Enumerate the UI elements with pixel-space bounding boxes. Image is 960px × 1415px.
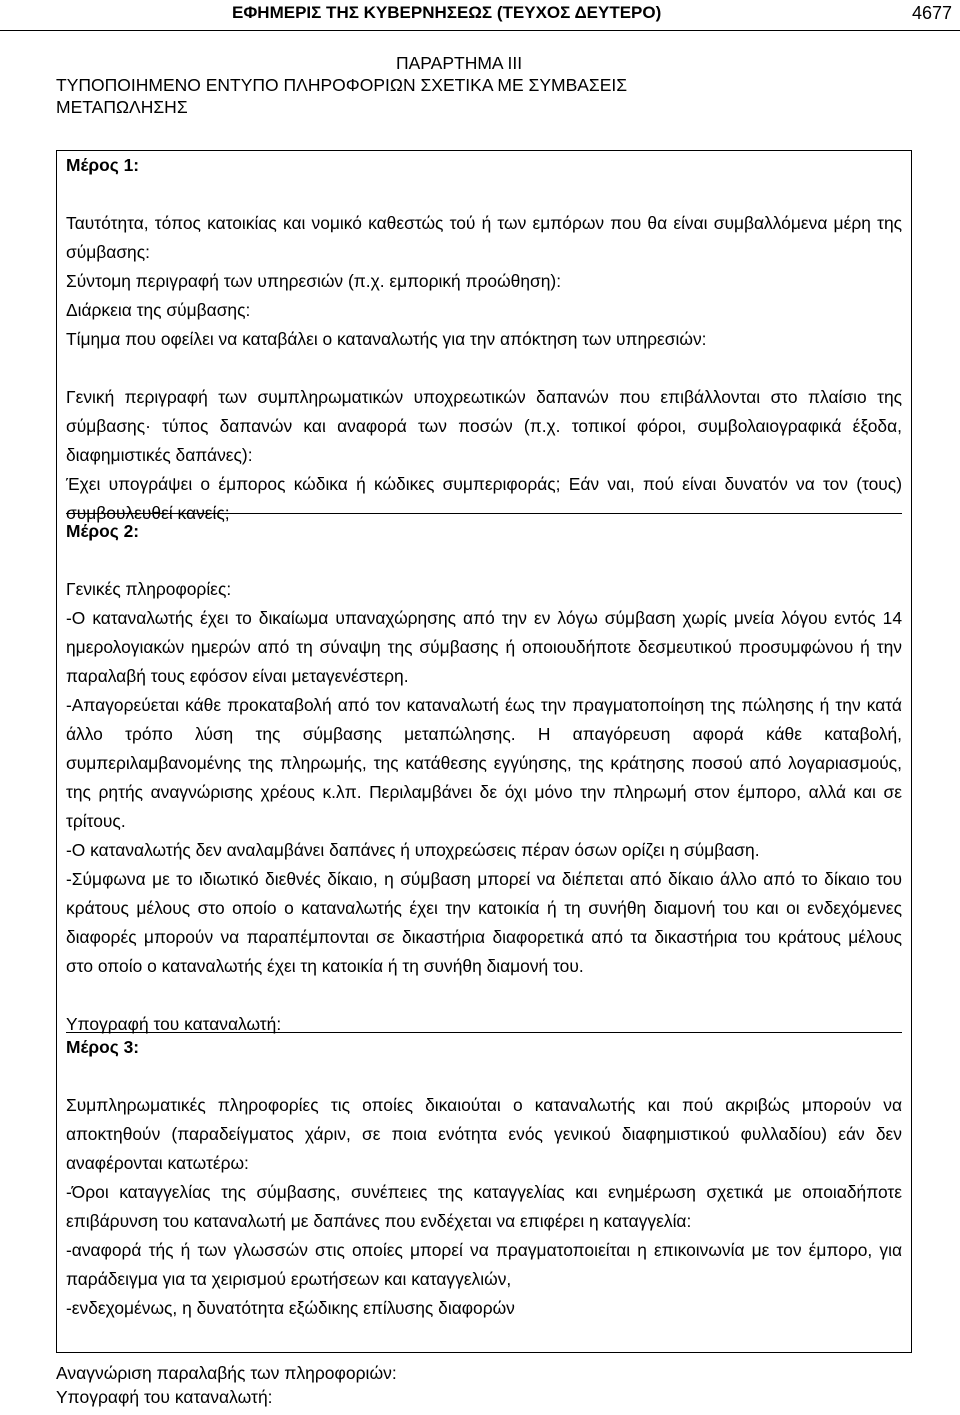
part-3: [66, 1032, 902, 1323]
part-1: [66, 151, 902, 528]
part-2-general-info: Γενικές πληροφορίες:: [66, 579, 232, 599]
part-3-languages: -αναφορά τής ή των γλωσσών στις οποίες μπορεί να πραγματοποιείται η επικοινωνία με τον έμπορο, για παράδειγμα για τα χειρισμού ερωτήσεων και καταγγελιών,: [66, 1240, 902, 1289]
part-2-title: Μέρος 2:: [66, 521, 140, 541]
part-1-title: Μέρος 1:: [66, 155, 140, 175]
part-1-identity: Ταυτότητα, τόπος κατοικίας και νομικό καθεστώς τού ή των εμπόρων που θα είναι συμβαλλόμενα μέρη της σύμβασης:: [66, 213, 902, 262]
part-1-costs: Γενική περιγραφή των συμπληρωματικών υποχρεωτικών δαπανών που επιβάλλονται στο πλαίσιο της σύμβασης· τύπος δαπανών και αναφορά των ποσών (π.χ. τοπικοί φόροι, συμβολαιογραφικά έξοδα, διαφημιστικές δαπάνες):: [66, 387, 902, 465]
part-3-title: Μέρος 3:: [66, 1037, 140, 1057]
annex-heading: [56, 52, 936, 118]
receipt-acknowledgement: [56, 1361, 936, 1409]
part-3-dispute-resolution: -ενδεχομένως, η δυνατότητα εξώδικης επίλυσης διαφορών: [66, 1298, 515, 1318]
page-number: 4677: [911, 3, 952, 23]
part-2-advance-payment: -Απαγορεύεται κάθε προκαταβολή από τον καταναλωτή έως την πραγματοποίηση της πώλησης ή την κατά άλλο τρόπο λύση της σύμβασης μεταπώλησης. Η απαγόρευση αφορά κάθε καταβολή, συμπεριλαμβανομένης της πληρωμής, της κατάθεσης εγγύησης, της κράτησης ποσού από λογαριασμούς, της ρητής αναγνώρισης χρέους κ.λπ. Περιλαμβάνει δε όχι μόνο την πληρωμή στον έμπορο, αλλά και σε τρίτους.: [66, 695, 902, 831]
part-1-code-of-conduct: Έχει υπογράψει ο έμπορος κώδικα ή κώδικες συμπεριφοράς; Εάν ναι, πού είναι δυνατόν να τον (τους) συμβουλευθεί κανείς;: [66, 474, 902, 523]
gazette-title: ΕΦΗΜΕΡΙΣ ΤΗΣ ΚΥΒΕΡΝΗΣΕΩΣ (ΤΕΥΧΟΣ ΔΕΥΤΕΡΟ): [232, 3, 662, 22]
receipt-line: Αναγνώριση παραλαβής των πληροφοριών:: [56, 1363, 397, 1383]
information-form: [56, 150, 912, 1353]
part-1-price: Τίμημα που οφείλει να καταβάλει ο καταναλωτής για την απόκτηση των υπηρεσιών:: [66, 329, 707, 349]
part-2: [66, 513, 902, 1039]
part-3-additional-info: Συμπληρωματικές πληροφορίες τις οποίες δικαιούται ο καταναλωτής και πού ακριβώς μπορούν να αποκτηθούν (παραδείγματος χάριν, σε ποια ενότητα ενός γενικού διαφημιστικού φυλλαδίου) εάν δεν αναφέρονται κατωτέρω:: [66, 1095, 902, 1173]
part-1-services: Σύντομη περιγραφή των υπηρεσιών (π.χ. εμπορική προώθηση):: [66, 271, 562, 291]
part-2-consumer-signature: Υπογραφή του καταναλωτή:: [66, 1014, 282, 1034]
part-2-no-extra-costs: -Ο καταναλωτής δεν αναλαμβάνει δαπάνες ή υποχρεώσεις πέραν όσων ορίζει η σύμβαση.: [66, 840, 760, 860]
footer-signature-line: Υπογραφή του καταναλωτή:: [56, 1387, 273, 1407]
part-3-termination: -Όροι καταγγελίας της σύμβασης, συνέπειες της καταγγελίας και ενημέρωση σχετικά με οποιαδήποτε επιβάρυνση του καταναλωτή με δαπάνες που ενδέχεται να επιφέρει η καταγγελία:: [66, 1182, 902, 1231]
annex-title-line-1: ΤΥΠΟΠΟΙΗΜΕΝΟ ΕΝΤΥΠΟ ΠΛΗΡΟΦΟΡΙΩΝ ΣΧΕΤΙΚΑ ΜΕ ΣΥΜΒΑΣΕΙΣ: [56, 75, 628, 95]
page-header: [0, 0, 960, 31]
annex-number: ΠΑΡΑΡΤΗΜΑ ΙΙΙ: [396, 53, 523, 73]
part-2-withdrawal-right: -Ο καταναλωτής έχει το δικαίωμα υπαναχώρησης από την εν λόγω σύμβαση χωρίς μνεία λόγου εντός 14 ημερολογιακών ημερών από τη σύναψη της σύμβασης ή οποιουδήποτε δεσμευτικού προσυμφώνου ή την παραλαβή τους εφόσον είναι μεταγενέστερη.: [66, 608, 902, 686]
part-2-applicable-law: -Σύμφωνα με το ιδιωτικό διεθνές δίκαιο, η σύμβαση μπορεί να διέπεται από δίκαιο άλλο από το δίκαιο του κράτους μέλους στο οποίο ο καταναλωτής έχει την κατοικία ή τη συνήθη διαμονή του και οι ενδεχόμενες διαφορές μπορούν να παραπέμπονται σε δικαστήρια διαφορετικά από τα δικαστήρια του κράτους μέλους στο οποίο ο καταναλωτής έχει τη κατοικία ή τη συνήθη διαμονή του.: [66, 869, 902, 976]
part-1-duration: Διάρκεια της σύμβασης:: [66, 300, 251, 320]
annex-title-line-2: ΜΕΤΑΠΩΛΗΣΗΣ: [56, 97, 188, 117]
